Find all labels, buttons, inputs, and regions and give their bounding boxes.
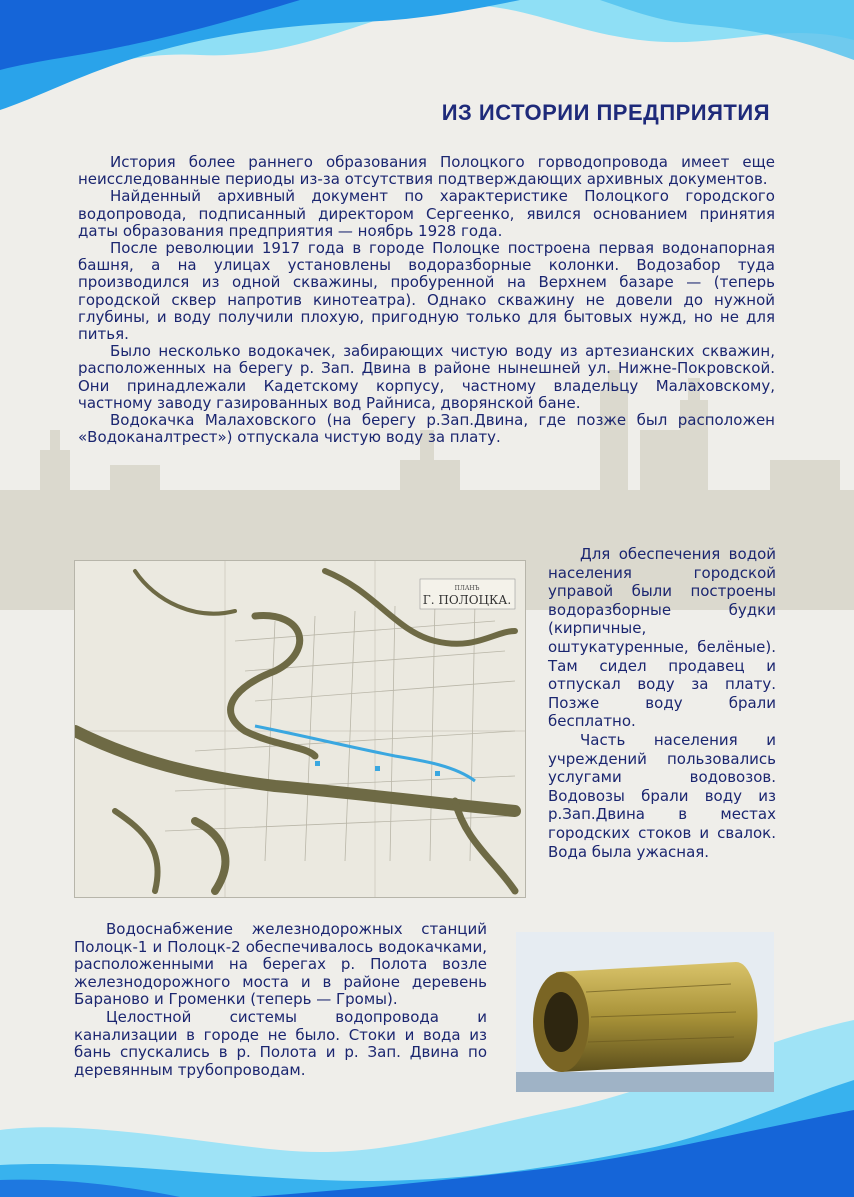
paragraph: Было несколько водокачек, забирающих чистую воду из артезианских скважин, расположенных на берегу р. Зап. Двина в районе нынешней ул. Нижне-Покровской. Они принадлежали Кадетскому корпусу, частному владельцу Малаховскому, частному заводу газированных вод Райниса, дворянской бане.	[78, 342, 775, 412]
paragraph: Для обеспечения водой населения городской управой были построены водоразборные будки (кирпичные, оштукатуренные, белёные). Там сидел продавец и отпускал воду за плату. Позже воду брали бесплатно.	[548, 545, 776, 731]
paragraph: Найденный архивный документ по характеристике Полоцкого городского водопровода, подписанный директором Сергеенко, явился основанием принятия даты образования предприятия — ноябрь 1928 года.	[78, 187, 775, 240]
page-title: ИЗ ИСТОРИИ ПРЕДПРИЯТИЯ	[441, 100, 770, 125]
paragraph: Часть населения и учреждений пользовались услугами водовозов. Водовозы брали воду из р.Зап.Двина в местах городских стоков и свалок. Вода была ужасная.	[548, 730, 776, 861]
side-text	[548, 545, 776, 861]
wooden-pipe-image	[516, 932, 774, 1092]
paragraph: Водоснабжение железнодорожных станций Полоцк-1 и Полоцк-2 обеспечивалось водокачками, расположенными на берегах р. Полота возле железнодорожного моста и в районе деревень Бараново и Громенки (теперь — Громы).	[74, 920, 487, 1009]
paragraph: Целостной системы водопровода и канализации в городе не было. Стоки и вода из бань спускались в р. Полота и р. Зап. Двина по деревянным трубопроводам.	[74, 1007, 487, 1079]
map-drawing	[75, 561, 525, 897]
paragraph: Водокачка Малаховского (на берегу р.Зап.Двина, где позже был расположен «Водоканалтрест») отпускала чистую воду за плату.	[78, 411, 775, 447]
intro-text	[78, 154, 775, 446]
map-label-title: Г. ПОЛОЦКА.	[422, 593, 512, 607]
paragraph: После революции 1917 года в городе Полоцке построена первая водонапорная башня, а на улицах установлены водоразборные колонки. Водозабор туда производился из одной скважины, пробуренной на Верхнем базаре — (теперь городской сквер напротив кинотеатра). Однако скважину не довели до нужной глубины, и воду получили плохую, пригодную только для бытовых нужд, но не для питья.	[78, 239, 775, 344]
paragraph: История более раннего образования Полоцкого горводопровода имеет еще неисследованные периоды из-за отсутствия подтверждающих архивных документов.	[78, 153, 775, 189]
wooden-pipe-photo	[516, 932, 774, 1092]
map-label-small: ПЛАНЪ	[454, 585, 480, 592]
bottom-text	[74, 921, 487, 1079]
city-plan-map	[74, 560, 526, 898]
